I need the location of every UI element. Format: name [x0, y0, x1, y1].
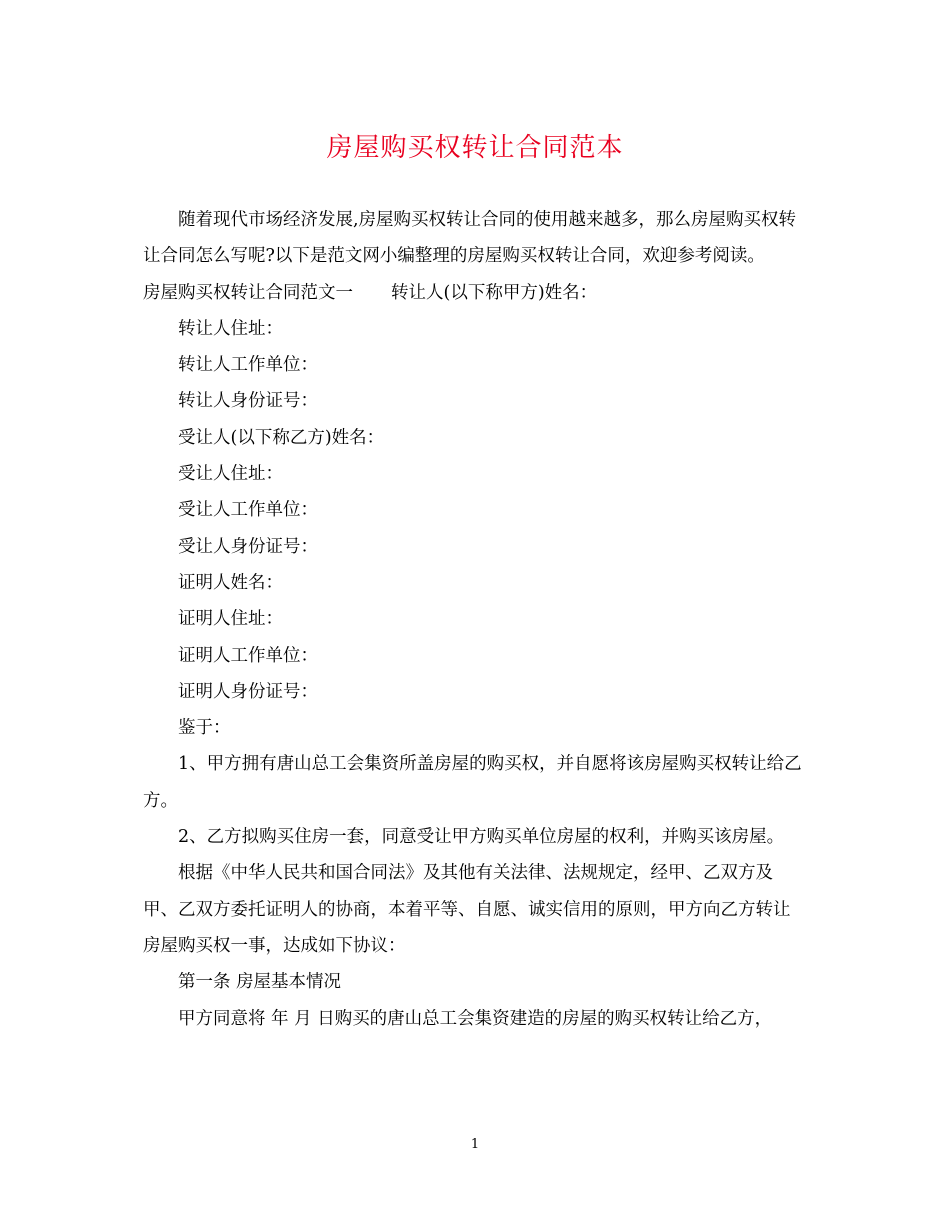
- transferor-name-field: 转让人(以下称甲方)姓名：: [391, 282, 598, 303]
- article-1-paragraph: 甲方同意将 年 月 日购买的唐山总工会集资建造的房屋的购买权转让给乙方，: [178, 1008, 773, 1029]
- intro-paragraph: 随着现代市场经济发展,房屋购买权转让合同的使用越来越多，那么房屋购买权转让合同怎么写呢?以下是范文网小编整理的房屋购买权转让合同，欢迎参考阅读。: [143, 210, 797, 267]
- witness-address-field: 证明人住址：: [178, 609, 283, 630]
- document-body: [143, 202, 807, 1037]
- page-number: 1: [470, 1137, 480, 1152]
- transferor-employer-field: 转让人工作单位：: [178, 355, 318, 376]
- whereas-label: 鉴于：: [178, 718, 231, 739]
- witness-id-field: 证明人身份证号：: [178, 681, 318, 702]
- basis-paragraph: 根据《中华人民共和国合同法》及其他有关法律、法规规定，经甲、乙双方及甲、乙双方委托证明人的协商，本着平等、自愿、诚实信用的原则，甲方向乙方转让房屋购买权一事，达成如下协议：: [143, 863, 791, 956]
- transferor-address-field: 转让人住址：: [178, 318, 283, 339]
- clause-2-paragraph: 2、乙方拟购买住房一套，同意受让甲方购买单位房屋的权利，并购买该房屋。: [178, 827, 785, 848]
- witness-employer-field: 证明人工作单位：: [178, 645, 318, 666]
- witness-name-field: 证明人姓名：: [178, 572, 283, 593]
- transferee-employer-field: 受让人工作单位：: [178, 500, 318, 521]
- transferee-id-field: 受让人身份证号：: [178, 536, 318, 557]
- transferor-id-field: 转让人身份证号：: [178, 391, 318, 412]
- sample-heading: 房屋购买权转让合同范文一: [143, 282, 353, 303]
- clause-1-paragraph: 1、甲方拥有唐山总工会集资所盖房屋的购买权，并自愿将该房屋购买权转让给乙方。: [143, 754, 802, 811]
- transferee-address-field: 受让人住址：: [178, 464, 283, 485]
- article-1-heading: 第一条 房屋基本情况: [178, 972, 342, 993]
- document-title: 房屋购买权转让合同范本: [326, 133, 624, 163]
- sample-heading-line: [143, 275, 807, 311]
- party-fields: [143, 311, 807, 747]
- transferee-name-field: 受让人(以下称乙方)姓名：: [178, 427, 385, 448]
